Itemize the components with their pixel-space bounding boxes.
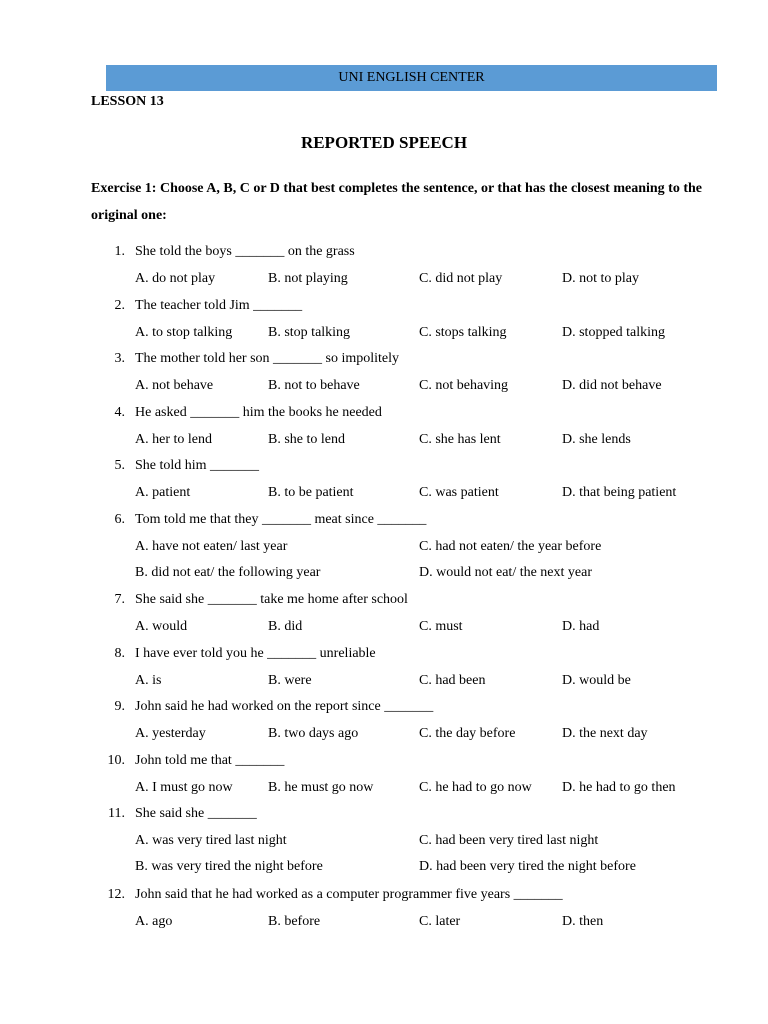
answer-option-c[interactable]: C. later: [419, 914, 461, 929]
answer-option-a[interactable]: A. her to lend: [135, 432, 212, 447]
answer-option-c[interactable]: C. was patient: [419, 485, 499, 500]
answer-option-c[interactable]: C. did not play: [419, 271, 503, 286]
answer-option-b[interactable]: B. he must go now: [268, 780, 374, 795]
answer-option-a[interactable]: A. to stop talking: [135, 325, 233, 340]
center-name: UNI ENGLISH CENTER: [338, 70, 485, 85]
answer-option-a[interactable]: A. yesterday: [135, 726, 206, 741]
answer-option-a[interactable]: A. ago: [135, 914, 173, 929]
answer-option-a[interactable]: A. is: [135, 673, 162, 688]
answer-option-b[interactable]: B. were: [268, 673, 312, 688]
question-number: 1.: [114, 244, 125, 259]
header-bar: [106, 65, 717, 91]
answer-option-d[interactable]: D. had: [562, 619, 600, 634]
question-text: John said that he had worked as a computer programmer five years _______: [135, 887, 563, 902]
exercise-instructions: Exercise 1: Choose A, B, C or D that best completes the sentence, or that has the closest meaning to the original one:: [91, 181, 702, 223]
answer-option-a[interactable]: A. have not eaten/ last year: [135, 539, 288, 554]
page-title: REPORTED SPEECH: [300, 133, 468, 152]
answer-option-d[interactable]: D. did not behave: [562, 378, 662, 393]
answer-option-c[interactable]: C. had been: [419, 673, 486, 688]
answer-option-c[interactable]: C. had not eaten/ the year before: [419, 539, 602, 554]
question-text: He asked _______ him the books he needed: [135, 405, 382, 420]
answer-option-b[interactable]: B. stop talking: [268, 325, 351, 340]
question-text: I have ever told you he _______ unreliable: [135, 646, 376, 661]
question-text: She said she _______: [135, 806, 257, 821]
question-number: 2.: [114, 298, 125, 313]
answer-option-b[interactable]: B. did: [268, 619, 303, 634]
question-number: 5.: [114, 458, 125, 473]
question-text: The teacher told Jim _______: [135, 298, 303, 313]
answer-option-d[interactable]: D. she lends: [562, 432, 631, 447]
answer-option-d[interactable]: D. stopped talking: [562, 325, 666, 340]
answer-option-d[interactable]: D. had been very tired the night before: [419, 859, 636, 874]
question-text: She said she _______ take me home after school: [135, 592, 408, 607]
answer-option-b[interactable]: B. two days ago: [268, 726, 359, 741]
answer-option-a[interactable]: A. I must go now: [135, 780, 233, 795]
question-number: 10.: [107, 753, 125, 768]
question-number: 9.: [114, 699, 125, 714]
answer-option-b[interactable]: B. was very tired the night before: [135, 859, 323, 874]
answer-option-a[interactable]: A. not behave: [135, 378, 214, 393]
answer-option-b[interactable]: B. not playing: [268, 271, 348, 286]
lesson-label: LESSON 13: [91, 94, 164, 109]
answer-option-d[interactable]: D. would be: [562, 673, 631, 688]
question-text: John said he had worked on the report since _______: [135, 699, 434, 714]
question-text: The mother told her son _______ so impolitely: [135, 351, 400, 366]
question-number: 8.: [114, 646, 125, 661]
question-number: 12.: [107, 887, 125, 902]
answer-option-b[interactable]: B. before: [268, 914, 321, 929]
answer-option-d[interactable]: D. that being patient: [562, 485, 677, 500]
question-text: Tom told me that they _______ meat since _______: [135, 512, 427, 527]
answer-option-c[interactable]: C. must: [419, 619, 463, 634]
answer-option-d[interactable]: D. would not eat/ the next year: [419, 565, 593, 580]
question-number: 3.: [114, 351, 125, 366]
answer-option-a[interactable]: A. do not play: [135, 271, 216, 286]
answer-option-d[interactable]: D. the next day: [562, 726, 648, 741]
answer-option-d[interactable]: D. he had to go then: [562, 780, 676, 795]
answer-option-d[interactable]: D. not to play: [562, 271, 639, 286]
answer-option-b[interactable]: B. she to lend: [268, 432, 345, 447]
answer-option-c[interactable]: C. not behaving: [419, 378, 509, 393]
answer-option-a[interactable]: A. patient: [135, 485, 191, 500]
question-text: She told him _______: [135, 458, 260, 473]
answer-option-c[interactable]: C. she has lent: [419, 432, 501, 447]
question-text: She told the boys _______ on the grass: [135, 244, 355, 259]
question-number: 6.: [114, 512, 125, 527]
answer-option-c[interactable]: C. he had to go now: [419, 780, 532, 795]
answer-option-b[interactable]: B. to be patient: [268, 485, 354, 500]
question-number: 11.: [108, 806, 125, 821]
answer-option-a[interactable]: A. was very tired last night: [135, 833, 287, 848]
answer-option-c[interactable]: C. had been very tired last night: [419, 833, 599, 848]
answer-option-b[interactable]: B. did not eat/ the following year: [135, 565, 321, 580]
answer-option-a[interactable]: A. would: [135, 619, 188, 634]
answer-option-d[interactable]: D. then: [562, 914, 604, 929]
answer-option-c[interactable]: C. the day before: [419, 726, 516, 741]
answer-option-c[interactable]: C. stops talking: [419, 325, 507, 340]
question-number: 4.: [114, 405, 125, 420]
question-number: 7.: [114, 592, 125, 607]
question-text: John told me that _______: [135, 753, 285, 768]
answer-option-b[interactable]: B. not to behave: [268, 378, 360, 393]
